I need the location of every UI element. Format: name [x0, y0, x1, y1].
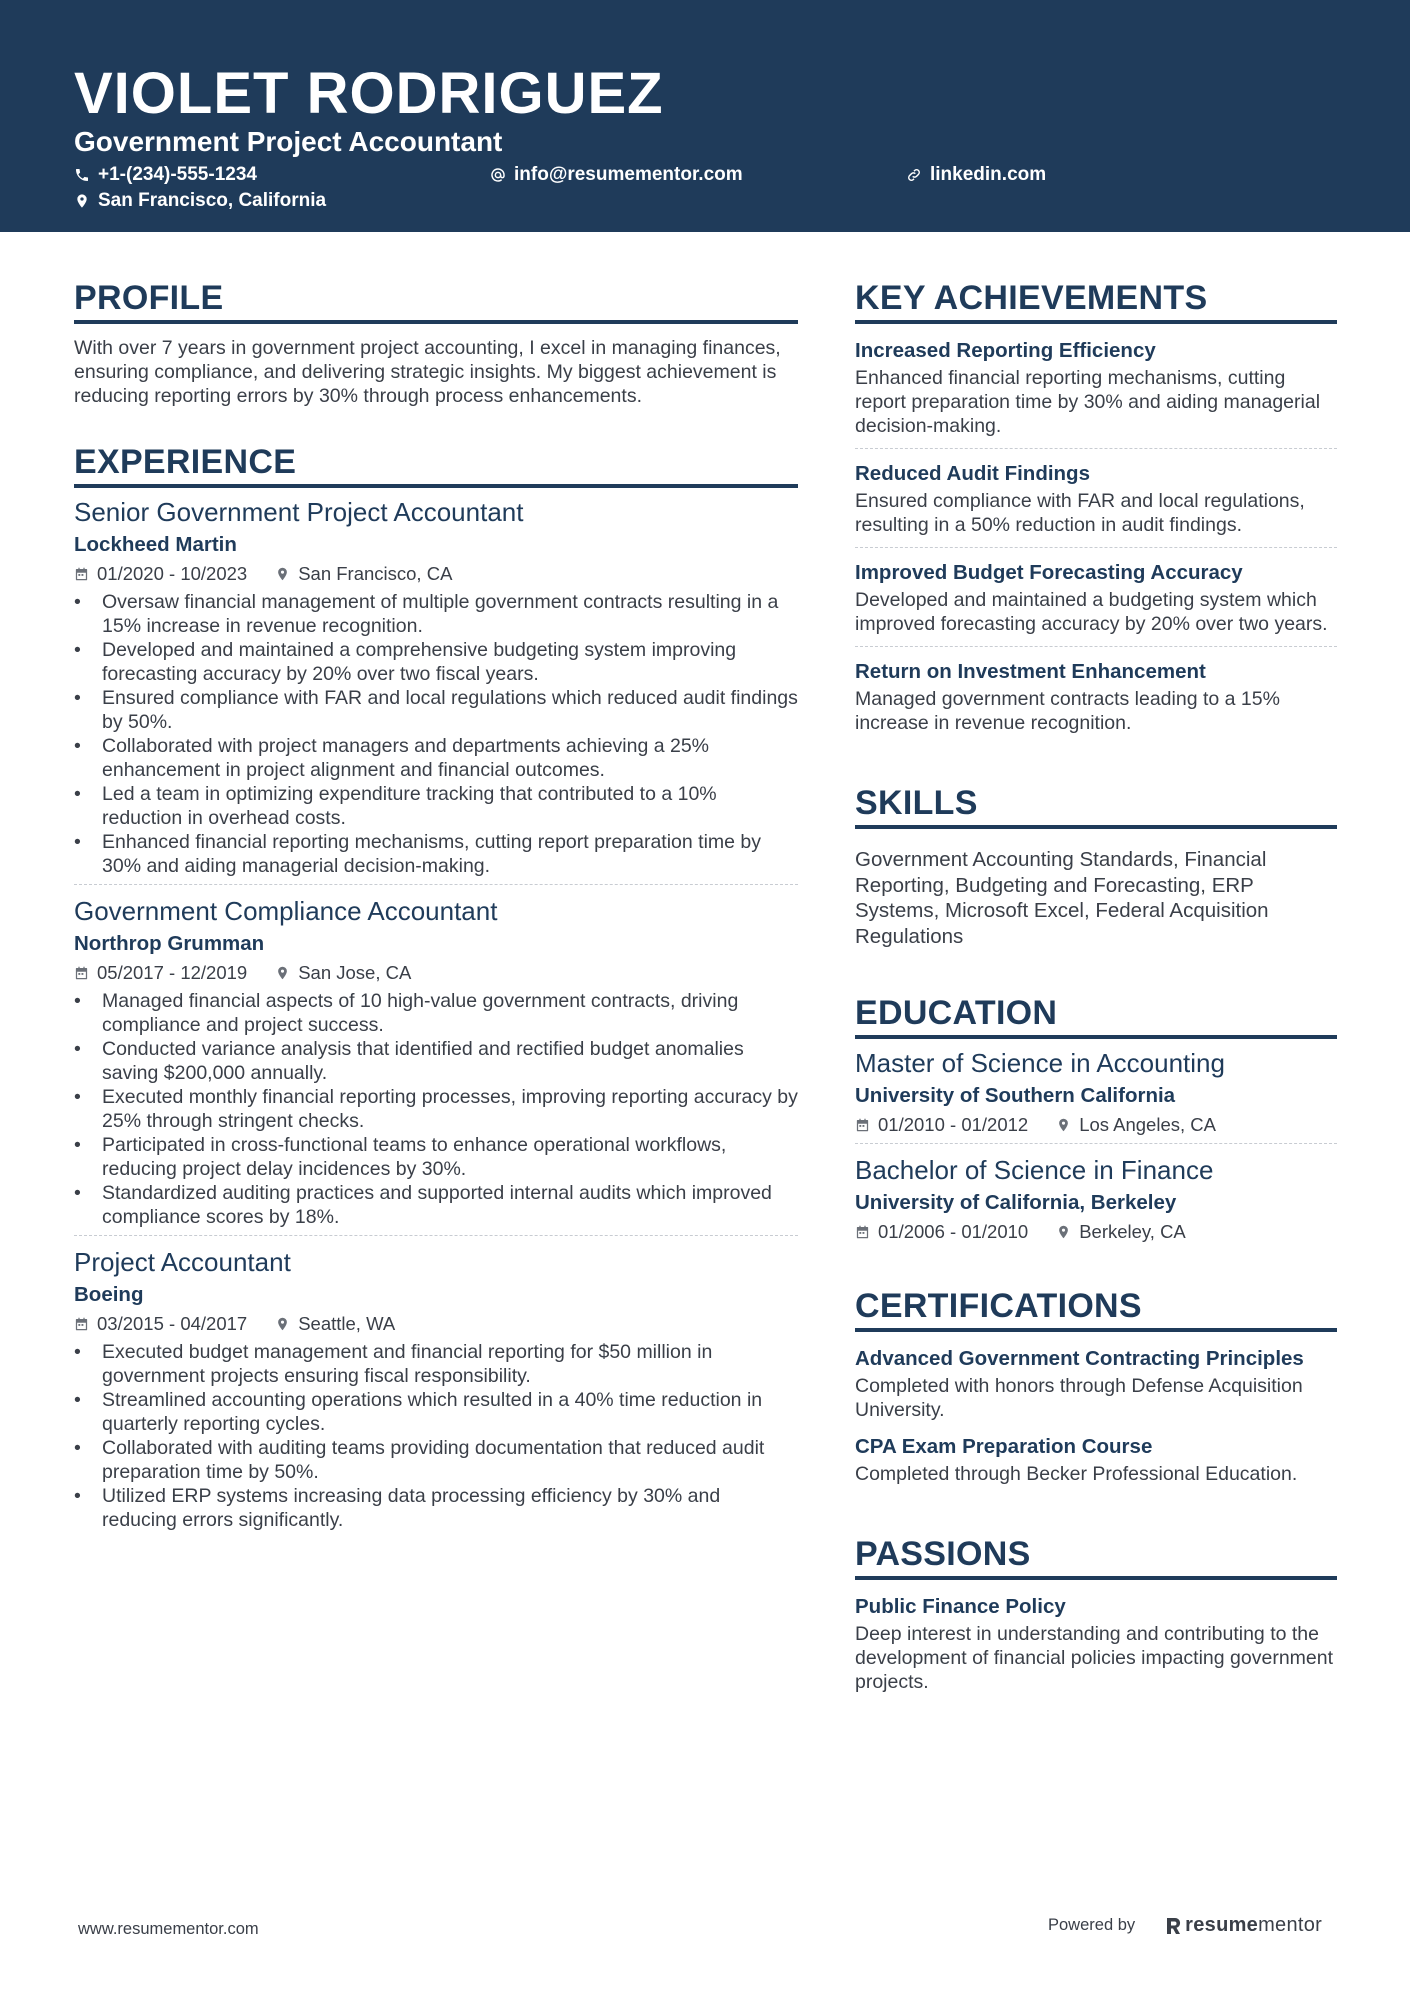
footer-powered-by	[1048, 1914, 1322, 1937]
calendar-icon	[855, 1224, 870, 1240]
school-name: University of Southern California	[855, 1084, 1176, 1107]
job-bullets	[74, 1340, 798, 1532]
location-text: San Francisco, California	[98, 190, 327, 211]
bullet-item: • Collaborated with project managers and departments achieving a 25% enhancement in project alignment and financial outcomes.	[74, 734, 798, 782]
bullet-item: • Utilized ERP systems increasing data processing efficiency by 30% and reducing errors significantly.	[74, 1484, 798, 1532]
job-title: Project Accountant	[74, 1247, 291, 1277]
achievement-title: Reduced Audit Findings	[855, 462, 1090, 485]
bullet-item: • Developed and maintained a comprehensive budgeting system improving forecasting accuracy by 20% over two fiscal years.	[74, 638, 798, 686]
job-dates: 01/2020 - 10/2023	[97, 563, 248, 584]
certification-item	[855, 1344, 1337, 1432]
achievements-section	[855, 278, 1337, 745]
bullet-item: • Standardized auditing practices and supported internal audits which improved compliance scores by 18%.	[74, 1181, 798, 1229]
contact-location	[74, 188, 326, 214]
passions-section	[855, 1534, 1337, 1704]
footer-website[interactable]: www.resumementor.com	[78, 1920, 259, 1938]
job-bullets	[74, 590, 798, 878]
bullet-item: • Enhanced financial reporting mechanisms, cutting report preparation time by 30% and aiding managerial decision-making.	[74, 830, 798, 878]
job-entry	[74, 494, 798, 884]
bullet-item: • Oversaw financial management of multiple government contracts resulting in a 15% increase in revenue recognition.	[74, 590, 798, 638]
calendar-icon	[74, 1316, 89, 1332]
bullet-item: • Collaborated with auditing teams providing documentation that reduced audit preparation time by 50%.	[74, 1436, 798, 1484]
school-name: University of California, Berkeley	[855, 1191, 1177, 1214]
education-location: Los Angeles, CA	[1079, 1114, 1216, 1135]
map-pin-icon	[275, 566, 290, 582]
email-text: info@resumementor.com	[514, 164, 743, 185]
education-section	[855, 993, 1337, 1250]
achievement-text: Enhanced financial reporting mechanisms, cutting report preparation time by 30% and aiding managerial decision-making.	[855, 367, 1321, 437]
achievement-title: Return on Investment Enhancement	[855, 660, 1206, 683]
achievement-text: Ensured compliance with FAR and local regulations, resulting in a 50% reduction in audit findings.	[855, 490, 1305, 536]
contact-linkedin[interactable]	[906, 162, 1046, 188]
job-bullets	[74, 989, 798, 1229]
job-location: San Jose, CA	[298, 962, 412, 983]
job-dates: 05/2017 - 12/2019	[97, 962, 248, 983]
skills-heading: SKILLS	[855, 783, 1337, 829]
resumementor-logo-icon	[1165, 1916, 1181, 1936]
contact-phone[interactable]	[74, 162, 257, 188]
company-name: Lockheed Martin	[74, 533, 237, 556]
skills-text: Government Accounting Standards, Financial Reporting, Budgeting and Forecasting, ERP Systems, Microsoft Excel, Federal Acquisition Regulations	[855, 848, 1269, 948]
job-location: Seattle, WA	[298, 1313, 396, 1334]
achievement-item	[855, 547, 1337, 646]
phone-text: +1-(234)-555-1234	[98, 164, 257, 185]
job-entry	[74, 884, 798, 1235]
resume-header	[0, 0, 1410, 232]
education-item	[855, 1045, 1337, 1143]
bullet-item: • Executed budget management and financial reporting for $50 million in government projects ensuring fiscal responsibility.	[74, 1340, 798, 1388]
candidate-title: Government Project Accountant	[74, 126, 503, 157]
bullet-item: • Led a team in optimizing expenditure tracking that contributed to a 10% reduction in overhead costs.	[74, 782, 798, 830]
bullet-item: • Streamlined accounting operations which resulted in a 40% time reduction in quarterly reporting cycles.	[74, 1388, 798, 1436]
job-meta	[74, 959, 798, 987]
achievement-text: Managed government contracts leading to a 15% increase in revenue recognition.	[855, 688, 1280, 734]
certification-title: CPA Exam Preparation Course	[855, 1435, 1153, 1458]
job-dates: 03/2015 - 04/2017	[97, 1313, 248, 1334]
calendar-icon	[74, 965, 89, 981]
bullet-item: • Ensured compliance with FAR and local regulations which reduced audit findings by 50%.	[74, 686, 798, 734]
education-dates: 01/2006 - 01/2010	[878, 1221, 1029, 1242]
education-location: Berkeley, CA	[1079, 1221, 1186, 1242]
calendar-icon	[855, 1117, 870, 1133]
certification-title: Advanced Government Contracting Principles	[855, 1347, 1304, 1370]
brand-logo[interactable]	[1165, 1914, 1322, 1937]
map-pin-icon	[1056, 1117, 1071, 1133]
powered-by-label: Powered by	[1048, 1916, 1136, 1934]
link-icon	[906, 167, 922, 183]
job-meta	[74, 560, 798, 588]
right-column	[855, 278, 1337, 1704]
contact-email[interactable]	[490, 162, 743, 188]
experience-section	[74, 442, 798, 1538]
passion-item	[855, 1592, 1337, 1704]
bullet-item: • Participated in cross-functional teams to enhance operational workflows, reducing project delay incidences by 30%.	[74, 1133, 798, 1181]
experience-heading: EXPERIENCE	[74, 442, 798, 488]
achievement-title: Improved Budget Forecasting Accuracy	[855, 561, 1243, 584]
map-pin-icon	[74, 193, 90, 209]
linkedin-text: linkedin.com	[930, 164, 1047, 185]
brand-light: mentor	[1258, 1914, 1323, 1936]
map-pin-icon	[275, 1316, 290, 1332]
certifications-heading: CERTIFICATIONS	[855, 1286, 1337, 1332]
job-title: Senior Government Project Accountant	[74, 497, 524, 527]
achievement-item	[855, 448, 1337, 547]
map-pin-icon	[1056, 1224, 1071, 1240]
company-name: Northrop Grumman	[74, 932, 265, 955]
achievement-title: Increased Reporting Efficiency	[855, 339, 1156, 362]
certification-text: Completed with honors through Defense Acquisition University.	[855, 1375, 1303, 1421]
job-title: Government Compliance Accountant	[74, 896, 498, 926]
job-entry	[74, 1235, 798, 1538]
achievement-item	[855, 336, 1337, 448]
passion-title: Public Finance Policy	[855, 1595, 1066, 1618]
achievement-item	[855, 646, 1337, 745]
job-location: San Francisco, CA	[298, 563, 453, 584]
education-item	[855, 1143, 1337, 1250]
education-meta	[855, 1218, 1337, 1246]
at-icon	[490, 167, 506, 183]
job-meta	[74, 1310, 798, 1338]
passion-text: Deep interest in understanding and contributing to the development of financial policies impacting government projects.	[855, 1623, 1334, 1693]
profile-heading: PROFILE	[74, 278, 798, 324]
brand-bold: resume	[1185, 1914, 1259, 1936]
certification-text: Completed through Becker Professional Education.	[855, 1463, 1298, 1485]
passions-heading: PASSIONS	[855, 1534, 1337, 1580]
certifications-section	[855, 1286, 1337, 1496]
calendar-icon	[74, 566, 89, 582]
certification-item	[855, 1432, 1337, 1496]
bullet-item: • Managed financial aspects of 10 high-value government contracts, driving compliance and project success.	[74, 989, 798, 1037]
education-heading: EDUCATION	[855, 993, 1337, 1039]
map-pin-icon	[275, 965, 290, 981]
bullet-item: • Conducted variance analysis that identified and rectified budget anomalies saving $200,000 annually.	[74, 1037, 798, 1085]
left-column	[74, 278, 798, 1538]
skills-section	[855, 783, 1337, 949]
education-meta	[855, 1111, 1337, 1139]
bullet-item: • Executed monthly financial reporting processes, improving reporting accuracy by 25% through stringent checks.	[74, 1085, 798, 1133]
candidate-name: VIOLET RODRIGUEZ	[74, 61, 664, 126]
achievements-heading: KEY ACHIEVEMENTS	[855, 278, 1337, 324]
degree-title: Master of Science in Accounting	[855, 1048, 1225, 1078]
education-dates: 01/2010 - 01/2012	[878, 1114, 1029, 1135]
degree-title: Bachelor of Science in Finance	[855, 1155, 1214, 1185]
company-name: Boeing	[74, 1283, 144, 1306]
phone-icon	[74, 167, 90, 183]
profile-section	[74, 278, 798, 408]
achievement-text: Developed and maintained a budgeting system which improved forecasting accuracy by 20% over two years.	[855, 589, 1328, 635]
profile-text: With over 7 years in government project accounting, I excel in managing finances, ensuring compliance, and delivering strategic insights. My biggest achievement is reducing reporting errors by 30% through process enhancements.	[74, 337, 781, 407]
